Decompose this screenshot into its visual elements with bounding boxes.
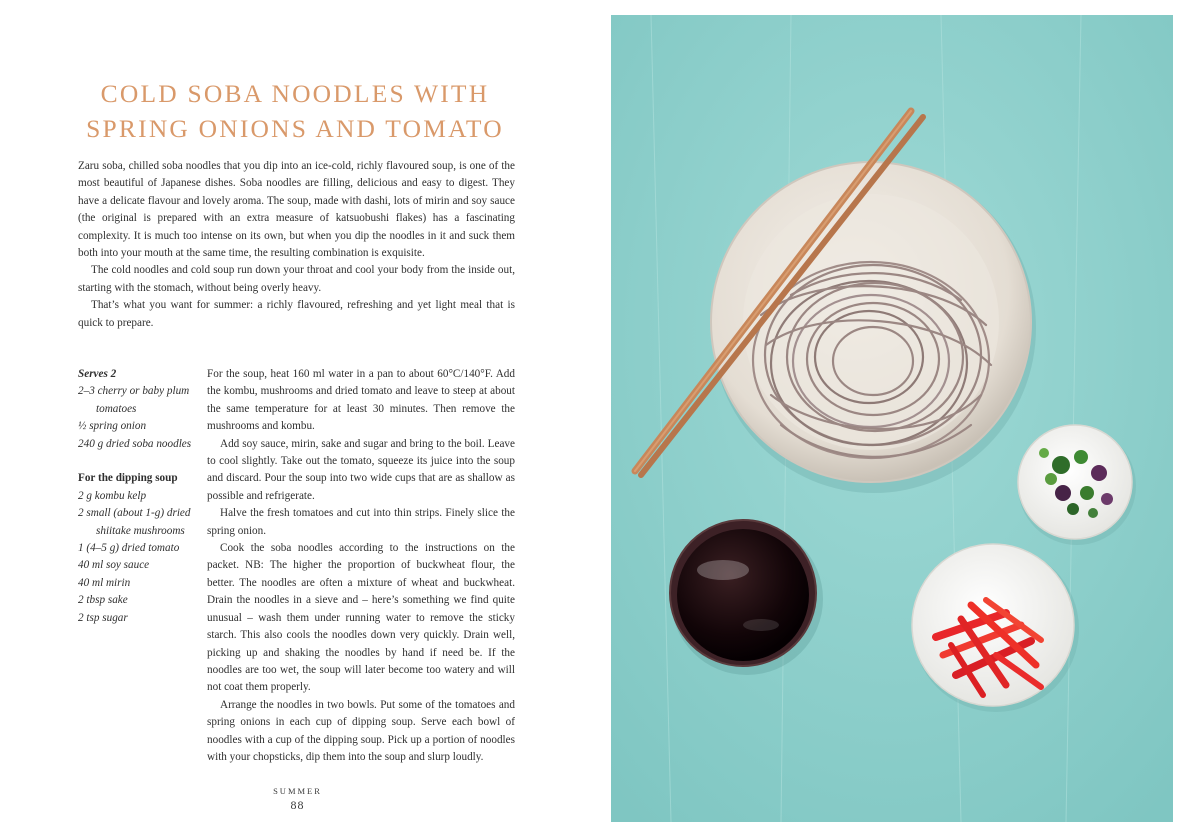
- method-step: Add soy sauce, mirin, sake and sugar and bring to the boil. Leave to cool slightly. Take out the tomato, squeeze its juice into the soup and discard. Pour the soup into two wide cups that are as shallow as possible and refrigerate.: [207, 437, 515, 502]
- ingredients-list: [78, 366, 198, 627]
- ingredient-item: 2 g kombu kelp: [78, 489, 147, 502]
- ingredient-item: 2–3 cherry or baby plum tomatoes: [78, 385, 190, 415]
- recipe-title: COLD SOBA NOODLES WITH SPRING ONIONS AND TOMATO: [86, 79, 504, 143]
- method-step: For the soup, heat 160 ml water in a pan to about 60°C/140°F. Add the kombu, mushrooms and dried tomato and leave to steep at about the same temperature for at least 30 minutes. Then remove the mushrooms and kombu.: [207, 368, 515, 433]
- ingredient-item: 2 tsp sugar: [78, 611, 128, 624]
- ingredient-item: ½ spring onion: [78, 420, 147, 433]
- ingredient-item: 2 small (about 1-g) dried shiitake mushrooms: [78, 507, 191, 537]
- intro-paragraph: That’s what you want for summer: a richly flavoured, refreshing and yet light meal that is quick to prepare.: [78, 299, 515, 329]
- ingredient-item: 1 (4–5 g) dried tomato: [78, 542, 180, 555]
- section-label: SUMMER: [273, 786, 322, 796]
- ingredient-item: 240 g dried soba noodles: [78, 437, 192, 450]
- intro-paragraph: Zaru soba, chilled soba noodles that you dip into an ice-cold, richly flavoured soup, is one of the most beautiful of Japanese dishes. Soba noodles are filling, delicious and easy to digest. They have a delicate flavour and lovely aroma. The soup, made with dashi, lots of mirin and soy sauce (the original is prepared with an extra measure of katsuobushi flakes) has a fascinating complexity. It is much too intense on its own, but when you dip the noodles in it and suck them both into your mouth at the same time, the resulting combination is exquisite.: [78, 160, 515, 260]
- method-step: Arrange the noodles in two bowls. Put some of the tomatoes and spring onions in each cup of dipping soup. Serve each bowl of noodles with a cup of the dipping soup. Pick up a portion of noodles with your chopsticks, dip them into the soup and slurp loudly.: [207, 698, 515, 763]
- dipping-soup-heading: For the dipping soup: [78, 472, 178, 485]
- ingredient-item: 40 ml mirin: [78, 576, 131, 589]
- ingredient-item: 40 ml soy sauce: [78, 559, 150, 572]
- intro-paragraph: The cold noodles and cold soup run down your throat and cool your body from the inside out, starting with the stomach, without being overly heavy.: [78, 264, 515, 294]
- food-photo-illustration: [611, 15, 1173, 822]
- ingredient-item: 2 tbsp sake: [78, 594, 128, 607]
- method-step: Halve the fresh tomatoes and cut into thin strips. Finely slice the spring onion.: [207, 507, 515, 537]
- serves-label: Serves 2: [78, 368, 117, 380]
- method-text: [207, 366, 515, 766]
- spacer: [78, 453, 198, 470]
- recipe-photo: [611, 15, 1173, 822]
- page-number: 88: [290, 798, 305, 812]
- intro-text: [78, 158, 515, 332]
- method-step: Cook the soba noodles according to the instructions on the packet. NB: The higher the proportion of buckwheat flour, the better. The noodles are often a mixture of wheat and buckwheat. Drain the noodles in a sieve and – here’s something we find quite unusual – wash them under running water to remove the sticky starch. This also cools the noodles down very quickly. Drain well, picking up and shaking the noodles by hand if need be. If the noodles are too wet, the soup will later become too watery and will not coat them properly.: [207, 542, 515, 694]
